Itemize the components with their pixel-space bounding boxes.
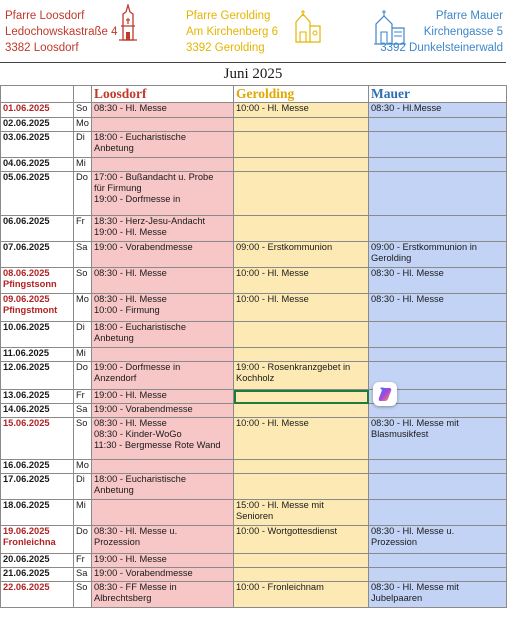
event-text: 15:00 - Hl. Messe mit [236, 500, 324, 510]
table-row [1, 172, 507, 216]
table-row [1, 132, 507, 158]
event-cell-gerolding[interactable] [234, 294, 369, 322]
event-text: Anbetung [94, 143, 134, 153]
date-cell[interactable] [1, 500, 74, 526]
event-cell-mauer[interactable] [369, 500, 507, 526]
event-text: 08:30 - Hl. Messe mit [371, 582, 459, 592]
event-cell-mauer[interactable] [369, 474, 507, 500]
date-text: 07.06.2025 [3, 242, 50, 252]
date-cell[interactable] [1, 362, 74, 390]
date-text: 12.06.2025 [3, 362, 50, 372]
event-cell-mauer[interactable] [369, 568, 507, 582]
date-text: 20.06.2025 [3, 554, 50, 564]
date-cell[interactable] [1, 526, 74, 554]
weekday-cell[interactable]: Mi [74, 158, 92, 172]
weekday-cell[interactable]: Mo [74, 294, 92, 322]
event-cell-loosdorf[interactable] [92, 474, 234, 500]
date-cell[interactable] [1, 216, 74, 242]
event-cell-gerolding[interactable] [234, 348, 369, 362]
schedule-body [1, 103, 507, 608]
event-cell-mauer[interactable] [369, 526, 507, 554]
event-cell-loosdorf[interactable] [92, 268, 234, 294]
date-cell[interactable] [1, 404, 74, 418]
date-text: 05.06.2025 [3, 172, 50, 182]
date-cell[interactable] [1, 294, 74, 322]
event-cell-gerolding[interactable] [234, 322, 369, 348]
event-text: 08:30 - Hl. Messe [94, 268, 167, 278]
event-text: Senioren [236, 511, 274, 521]
event-text: 08:30 - Hl. Messe [94, 418, 167, 428]
date-cell[interactable] [1, 568, 74, 582]
church-icon [290, 8, 324, 48]
event-cell-mauer[interactable] [369, 216, 507, 242]
event-cell-mauer[interactable] [369, 294, 507, 322]
weekday-cell[interactable]: Fr [74, 554, 92, 568]
parish-gerolding-address [186, 8, 278, 56]
weekday-cell[interactable]: Di [74, 322, 92, 348]
event-text: 18:00 - Eucharistische [94, 474, 186, 484]
event-cell-loosdorf[interactable] [92, 526, 234, 554]
date-text: 17.06.2025 [3, 474, 50, 484]
copilot-icon[interactable] [373, 382, 397, 406]
event-text: 09:00 - Erstkommunion [236, 242, 333, 252]
event-cell-gerolding[interactable] [234, 526, 369, 554]
event-cell-loosdorf[interactable] [92, 216, 234, 242]
event-cell-loosdorf[interactable] [92, 242, 234, 268]
table-row [1, 500, 507, 526]
holiday-name: Fronleichna [3, 537, 56, 547]
event-cell-gerolding[interactable] [234, 404, 369, 418]
weekday-cell[interactable]: Di [74, 132, 92, 158]
table-row [1, 526, 507, 554]
weekday-cell[interactable]: So [74, 103, 92, 118]
weekday-cell[interactable]: Fr [74, 216, 92, 242]
event-cell-loosdorf[interactable] [92, 418, 234, 460]
event-text: 18:00 - Eucharistische [94, 322, 186, 332]
event-cell-loosdorf[interactable] [92, 362, 234, 390]
event-text: 10:00 - Hl. Messe [236, 294, 309, 304]
event-text: 19:00 - Vorabendmesse [94, 568, 193, 578]
event-text: 19:00 - Hl. Messe [94, 554, 167, 564]
event-text: 18:00 - Eucharistische [94, 132, 186, 142]
event-cell-mauer[interactable] [369, 268, 507, 294]
table-row [1, 568, 507, 582]
event-cell-gerolding[interactable] [234, 390, 369, 404]
table-row [1, 348, 507, 362]
event-text: Kochholz [236, 373, 275, 383]
column-header-row [1, 86, 507, 103]
event-cell-gerolding[interactable] [234, 418, 369, 460]
event-cell-mauer[interactable] [369, 322, 507, 348]
table-row [1, 362, 507, 390]
event-cell-loosdorf[interactable] [92, 172, 234, 216]
event-text: 08:30 - Hl.Messe [371, 103, 442, 113]
event-text: Anbetung [94, 485, 134, 495]
event-cell-gerolding[interactable] [234, 554, 369, 568]
date-cell[interactable] [1, 582, 74, 608]
event-cell-mauer[interactable] [369, 418, 507, 460]
event-text: 19:00 - Vorabendmesse [94, 404, 193, 414]
event-cell-gerolding[interactable] [234, 216, 369, 242]
table-row [1, 474, 507, 500]
event-text: 08:30 - Kinder-WoGo [94, 429, 182, 439]
weekday-cell[interactable]: So [74, 268, 92, 294]
event-cell-gerolding[interactable] [234, 568, 369, 582]
date-cell[interactable] [1, 242, 74, 268]
column-header-mauer[interactable]: Mauer [369, 86, 507, 103]
event-cell-loosdorf[interactable] [92, 158, 234, 172]
event-cell-mauer[interactable] [369, 132, 507, 158]
event-cell-loosdorf[interactable] [92, 568, 234, 582]
event-text: Anzendorf [94, 373, 137, 383]
date-text: 11.06.2025 [3, 348, 50, 358]
event-cell-gerolding[interactable] [234, 172, 369, 216]
schedule-table [0, 85, 507, 608]
parish-name: Pfarre Loosdorf [5, 10, 85, 22]
event-text: 08:30 - Hl. Messe [94, 294, 167, 304]
date-cell[interactable] [1, 460, 74, 474]
date-text: 06.06.2025 [3, 216, 50, 226]
parish-city: 3382 Loosdorf [5, 42, 79, 54]
event-cell-gerolding[interactable] [234, 242, 369, 268]
event-text: 19:00 - Dorfmesse in [94, 194, 181, 204]
event-cell-mauer[interactable] [369, 103, 507, 118]
event-cell-gerolding[interactable] [234, 362, 369, 390]
event-text: 10:00 - Hl. Messe [236, 268, 309, 278]
event-text: 19:00 - Rosenkranzgebet in [236, 362, 351, 372]
weekday-cell[interactable]: Sa [74, 242, 92, 268]
event-text: 08:30 - Hl. Messe u. [94, 526, 178, 536]
date-text: 19.06.2025 [3, 526, 50, 536]
event-cell-mauer[interactable] [369, 172, 507, 216]
parish-name: Pfarre Gerolding [186, 10, 271, 22]
table-row [1, 582, 507, 608]
parish-name: Pfarre Mauer [435, 10, 503, 22]
date-text: 21.06.2025 [3, 568, 50, 578]
date-cell[interactable] [1, 348, 74, 362]
event-text: für Firmung [94, 183, 142, 193]
event-text: 19:00 - Hl. Messe [94, 390, 167, 400]
event-text: 17:00 - Bußandacht u. Probe [94, 172, 214, 182]
event-text: 08:30 - FF Messe in [94, 582, 177, 592]
date-text: 10.06.2025 [3, 322, 50, 332]
event-text: 11:30 - Bergmesse Rote Wand [94, 440, 221, 450]
holiday-name: Pfingstsonn [3, 279, 57, 289]
event-text: Anbetung [94, 333, 134, 343]
parish-city: 3392 Gerolding [186, 42, 265, 54]
event-cell-loosdorf[interactable] [92, 500, 234, 526]
event-text: Gerolding [371, 253, 412, 263]
table-row [1, 103, 507, 118]
event-cell-gerolding[interactable] [234, 158, 369, 172]
date-text: 03.06.2025 [3, 132, 50, 142]
table-row [1, 390, 507, 404]
event-text: 10:00 - Hl. Messe [236, 418, 309, 428]
event-text: 08:30 - Hl. Messe mit [371, 418, 459, 428]
event-cell-gerolding[interactable] [234, 500, 369, 526]
event-text: 10:00 - Hl. Messe [236, 103, 309, 113]
date-text: 01.06.2025 [3, 103, 50, 113]
date-text: 18.06.2025 [3, 500, 50, 510]
event-cell-loosdorf[interactable] [92, 554, 234, 568]
parish-street: Am Kirchenberg 6 [186, 26, 279, 38]
event-text: 19:00 - Dorfmesse in [94, 362, 181, 372]
table-row [1, 216, 507, 242]
date-cell[interactable] [1, 322, 74, 348]
date-cell[interactable] [1, 268, 74, 294]
event-text: Blasmusikfest [371, 429, 429, 439]
event-text: 08:30 - Hl. Messe [371, 294, 444, 304]
event-cell-loosdorf[interactable] [92, 348, 234, 362]
table-row [1, 460, 507, 474]
date-cell[interactable] [1, 118, 74, 132]
event-cell-loosdorf[interactable] [92, 582, 234, 608]
event-cell-loosdorf[interactable] [92, 103, 234, 118]
parish-street: Kirchengasse 5 [423, 26, 503, 38]
event-cell-loosdorf[interactable] [92, 132, 234, 158]
month-title: Juni 2025 [0, 62, 506, 86]
weekday-cell[interactable]: Mi [74, 348, 92, 362]
date-cell[interactable] [1, 158, 74, 172]
date-cell[interactable] [1, 132, 74, 158]
weekday-cell[interactable]: Mo [74, 460, 92, 474]
weekday-cell[interactable]: Do [74, 172, 92, 216]
event-text: 08:30 - Hl. Messe [94, 103, 167, 113]
event-cell-gerolding[interactable] [234, 582, 369, 608]
event-text: 09:00 - Erstkommunion in [371, 242, 477, 252]
date-cell[interactable] [1, 554, 74, 568]
date-text: 15.06.2025 [3, 418, 50, 428]
date-text: 09.06.2025 [3, 294, 50, 304]
date-text: 04.06.2025 [3, 158, 50, 168]
weekday-cell[interactable]: Sa [74, 568, 92, 582]
parish-loosdorf-address [5, 8, 118, 56]
table-row [1, 554, 507, 568]
event-text: 10:00 - Wortgottesdienst [236, 526, 338, 536]
date-cell[interactable] [1, 103, 74, 118]
event-text: 10:00 - Fronleichnam [236, 582, 324, 592]
event-text: Prozession [94, 537, 140, 547]
column-header-loosdorf[interactable]: Loosdorf [92, 86, 234, 103]
weekday-cell[interactable]: Fr [74, 390, 92, 404]
date-text: 02.06.2025 [3, 118, 50, 128]
event-text: 08:30 - Hl. Messe u. [371, 526, 455, 536]
event-cell-loosdorf[interactable] [92, 322, 234, 348]
event-text: 10:00 - Firmung [94, 305, 160, 315]
event-text: 19:00 - Hl. Messe [94, 227, 167, 237]
table-row [1, 118, 507, 132]
event-cell-gerolding[interactable] [234, 132, 369, 158]
church-icon [372, 8, 408, 46]
date-cell[interactable] [1, 172, 74, 216]
weekday-cell[interactable]: So [74, 582, 92, 608]
weekday-cell[interactable]: Mi [74, 500, 92, 526]
event-text: Jubelpaaren [371, 593, 423, 603]
event-cell-loosdorf[interactable] [92, 460, 234, 474]
date-text: 16.06.2025 [3, 460, 50, 470]
weekday-cell[interactable]: Mo [74, 118, 92, 132]
event-text: Albrechtsberg [94, 593, 152, 603]
event-cell-loosdorf[interactable] [92, 404, 234, 418]
event-cell-mauer[interactable] [369, 242, 507, 268]
column-header-gerolding[interactable]: Gerolding [234, 86, 369, 103]
letterhead [0, 0, 515, 60]
church-icon [117, 4, 139, 44]
event-cell-gerolding[interactable] [234, 103, 369, 118]
weekday-cell[interactable]: Do [74, 362, 92, 390]
table-row [1, 322, 507, 348]
table-row [1, 404, 507, 418]
event-cell-gerolding[interactable] [234, 460, 369, 474]
table-row [1, 418, 507, 460]
weekday-cell[interactable]: So [74, 418, 92, 460]
date-cell[interactable] [1, 474, 74, 500]
event-cell-mauer[interactable] [369, 582, 507, 608]
date-text: 08.06.2025 [3, 268, 50, 278]
date-column-header [1, 86, 74, 103]
parish-street: Ledochowskastraße 4 [5, 26, 118, 38]
date-cell[interactable] [1, 418, 74, 460]
event-text: 19:00 - Vorabendmesse [94, 242, 193, 252]
event-text: Prozession [371, 537, 417, 547]
event-cell-mauer[interactable] [369, 460, 507, 474]
weekday-cell[interactable]: Sa [74, 404, 92, 418]
event-cell-loosdorf[interactable] [92, 294, 234, 322]
date-text: 13.06.2025 [3, 390, 50, 400]
date-cell[interactable] [1, 390, 74, 404]
weekday-cell[interactable]: Di [74, 474, 92, 500]
parish-city: 3392 Dunkelsteinerwald [380, 42, 503, 54]
event-text: 08:30 - Hl. Messe [371, 268, 444, 278]
table-row [1, 268, 507, 294]
event-cell-mauer[interactable] [369, 348, 507, 362]
holiday-name: Pfingstmont [3, 305, 58, 315]
table-row [1, 294, 507, 322]
date-text: 22.06.2025 [3, 582, 50, 592]
event-cell-gerolding[interactable] [234, 268, 369, 294]
date-text: 14.06.2025 [3, 404, 50, 414]
event-cell-gerolding[interactable] [234, 474, 369, 500]
weekday-column-header [74, 86, 92, 103]
table-row [1, 158, 507, 172]
event-cell-mauer[interactable] [369, 554, 507, 568]
event-cell-mauer[interactable] [369, 158, 507, 172]
event-cell-gerolding[interactable] [234, 118, 369, 132]
table-row [1, 242, 507, 268]
event-cell-loosdorf[interactable] [92, 390, 234, 404]
event-text: 18:30 - Herz-Jesu-Andacht [94, 216, 206, 226]
weekday-cell[interactable]: Do [74, 526, 92, 554]
event-cell-loosdorf[interactable] [92, 118, 234, 132]
event-cell-mauer[interactable] [369, 118, 507, 132]
